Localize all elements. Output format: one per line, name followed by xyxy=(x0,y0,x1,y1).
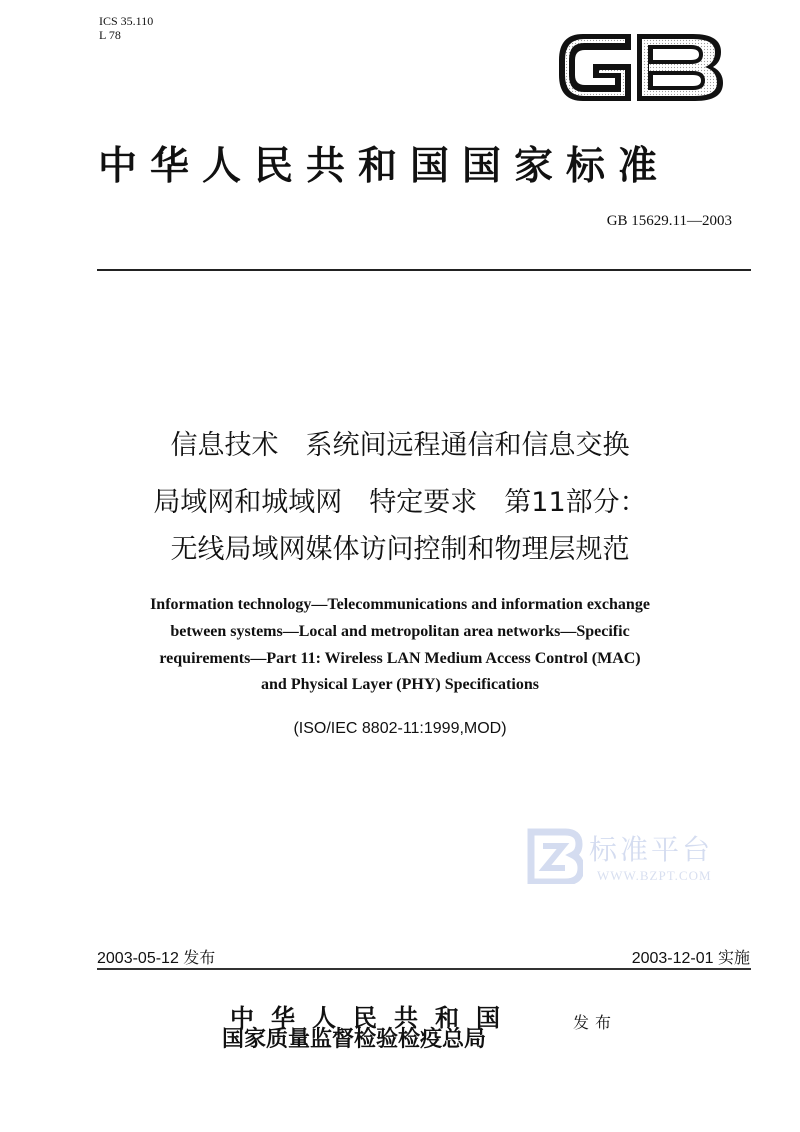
chinese-title-line-1: 信息技术 系统间远程通信和信息交换 xyxy=(170,430,630,461)
watermark-text: 标准平台 xyxy=(589,833,714,866)
english-title-line-1: Information technology—Telecommunications and information exchange xyxy=(150,596,650,613)
chinese-title-line-3: 无线局域网媒体访问控制和物理层规范 xyxy=(170,534,630,565)
chinese-title-line-2: 局域网和城域网 特定要求 第11部分： xyxy=(153,487,647,518)
english-title-line-3: requirements—Part 11: Wireless LAN Medium Access Control (MAC) xyxy=(159,650,641,667)
issue-date: 2003-05-12 发布 xyxy=(97,950,216,967)
header-divider xyxy=(97,269,751,271)
standard-number: GB 15629.11—2003 xyxy=(606,213,732,229)
category-code: L 78 xyxy=(99,28,121,42)
national-standard-title: 中华人民共和国国家标准 xyxy=(98,143,671,189)
bzpt-logo-icon xyxy=(527,828,583,884)
implementation-date: 2003-12-01 实施 xyxy=(631,950,750,967)
publisher-line-2: 国家质量监督检验检疫总局 xyxy=(222,1026,487,1052)
watermark-url: WWW.BZPT.COM xyxy=(597,868,712,883)
watermark xyxy=(527,828,727,888)
english-title-line-2: between systems—Local and metropolitan area networks—Specific xyxy=(170,623,630,640)
publisher-line-1: 中华人民共和国 xyxy=(230,1003,517,1032)
iso-equivalence: (ISO/IEC 8802-11:1999,MOD) xyxy=(293,720,507,737)
publisher-suffix: 发布 xyxy=(573,1013,618,1032)
ics-classification xyxy=(99,14,153,42)
footer-divider xyxy=(97,968,751,970)
english-title-line-4: and Physical Layer (PHY) Specifications xyxy=(261,676,539,693)
ics-code: ICS 35.110 xyxy=(99,14,154,28)
gb-logo-icon xyxy=(553,30,729,105)
